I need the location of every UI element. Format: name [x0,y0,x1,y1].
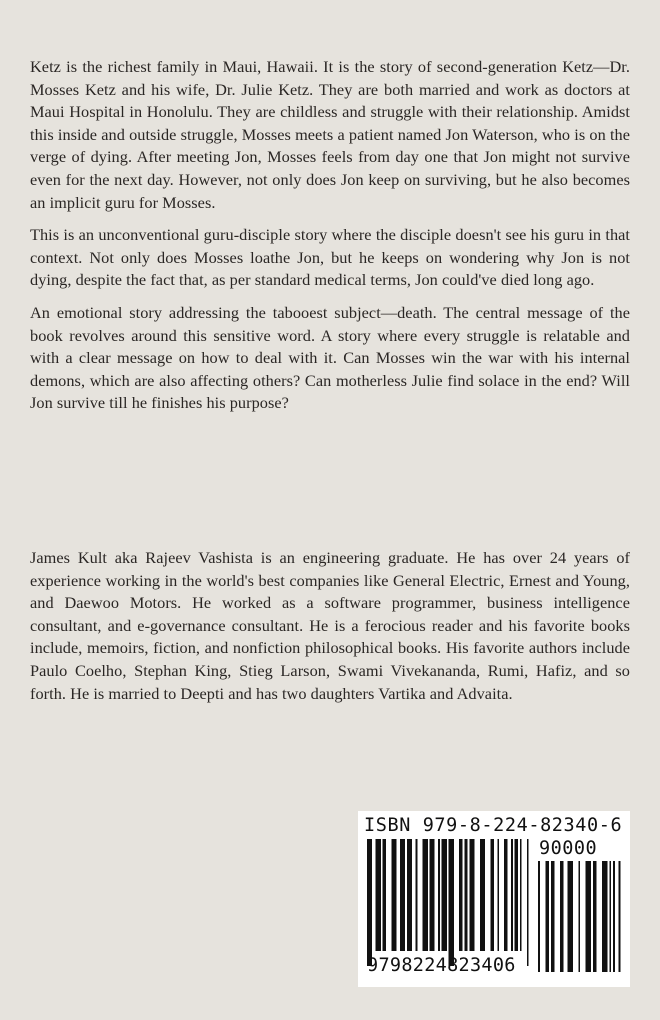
barcode-bar [586,861,591,972]
barcode-bar [602,861,607,972]
synopsis-paragraph-3: An emotional story addressing the tabooest subject—death. The central message of the book revolves around this sensitive word. A story where every struggle is relatable and with a clear message on how to deal with it. Can Mosses win the war with his internal demons, which are also affecting others? Can motherless Julie find solace in the end? Will Jon survive till he finishes his purpose? [30,302,630,413]
barcode-bar [407,839,412,951]
barcode-bar [430,839,435,951]
barcode-bar [490,839,493,951]
barcode-bar [464,839,467,951]
barcode-bar [593,861,597,972]
author-bio [30,547,630,705]
barcode-bar [538,861,540,972]
barcode-bar [560,861,564,972]
barcode-bar [578,861,580,972]
barcode-bar [480,839,485,951]
barcode-bar [438,839,440,951]
barcode-digits: 9798224823406 [367,955,516,976]
barcode-bar [609,861,611,972]
barcode-bar [469,839,474,951]
barcode-bar [383,839,386,951]
barcode-bar [376,839,381,951]
barcode-bar [613,861,615,972]
barcode-bar [416,839,418,951]
barcode-bar [515,839,518,951]
barcode-bar [504,839,507,951]
barcode-bar [545,861,549,972]
barcode-panel [358,811,630,987]
barcode-bar [511,839,513,951]
barcode-bar [619,861,621,972]
synopsis-paragraph-1: Ketz is the richest family in Maui, Hawaii. It is the story of second-generation Ketz—Dr. Mosses Ketz and his wife, Dr. Julie Ketz. They are both married and work as doctors at Maui Hospital in Honolulu. They are childless and struggle with their relationship. Amidst this inside and outside struggle, Mosses meets a patient named Jon Waterson, who is on the verge of dying. After meeting Jon, Mosses feels from day one that Jon might not survive even for the next day. However, not only does Jon keep on surviving, but he also becomes an implicit guru for Mosses. [30,57,630,212]
barcode-bar [497,839,499,951]
barcode-bar [459,839,462,951]
barcode-bar [423,839,428,951]
barcode-bar [400,839,405,951]
barcode-bar [449,839,454,966]
synopsis [30,56,630,415]
barcode-bar [520,839,522,951]
barcode-bar [527,839,529,966]
ean13-barcode [367,839,532,966]
author-bio-text: James Kult aka Rajeev Vashista is an engineering graduate. He has over 24 years of experience working in the world's best companies like General Electric, Ernest and Young, and Daewoo Motors. He worked as a software programmer, business intelligence consultant, and e-governance consultant. He is a ferocious reader and his favorite books include, memoirs, fiction, and nonfiction philosophical books. His favorite authors include Paulo Coelho, Stephan King, Stieg Larson, Swami Vivekananda, Rumi, Hafiz, and so forth. He is married to Deepti and has two daughters Vartika and Advaita. [30,548,630,703]
addon-barcode [538,861,624,972]
synopsis-paragraph-2: This is an unconventional guru-disciple story where the disciple doesn't see his guru in that context. Not only does Mosses loathe Jon, but he keeps on wondering why Jon is not dying, despite the fact that, as per standard medical terms, Jon could've died long ago. [30,225,630,290]
barcode-bar [442,839,447,951]
barcode-bar [567,861,572,972]
barcode-bar [551,861,555,972]
barcode-bar [367,839,372,966]
price-addon-label: 90000 [539,838,598,859]
barcode-bar [391,839,396,951]
isbn-label: ISBN 979-8-224-82340-6 [364,815,623,836]
